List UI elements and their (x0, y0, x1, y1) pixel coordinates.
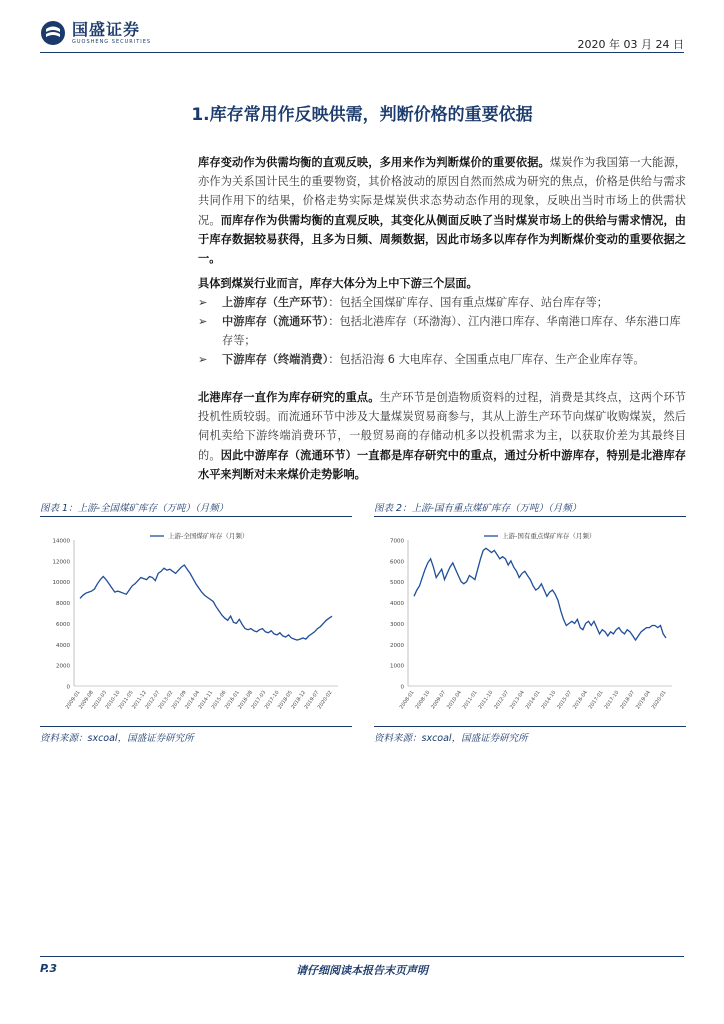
para2-text: 具体到煤炭行业而言，库存大体分为上中下游三个层面。 (198, 277, 478, 290)
y-tick-label: 4000 (390, 601, 404, 608)
paragraph-north-port (198, 388, 686, 484)
x-tick-label: 2014-01 (524, 689, 542, 711)
x-tick-label: 2011-01 (461, 689, 479, 711)
x-tick-label: 2008-01 (398, 689, 416, 711)
para3-tail-bold: 因此中游库存（流通环节）一直都是库存研究中的重点，通过分析中游库存，特别是北港库存水平来判断对未来煤价走势影响。 (198, 448, 686, 481)
series-line (414, 548, 666, 640)
x-tick-label: 2011-10 (477, 689, 495, 711)
guosheng-logo-icon (40, 20, 66, 46)
x-tick-label: 2012-07 (493, 689, 511, 711)
x-tick-label: 2014-04 (184, 689, 202, 711)
paragraph-inventory-levels (198, 274, 686, 293)
para3-body: 生产环节是创造物质资料的过程，消费是其终点，这两个环节投机性质较弱。而流通环节中涉及大量煤炭贸易商参与，其从上游生产环节向煤矿收购煤炭，然后伺机卖给下游终端消费环节，一般贸易商的存储动机多以投机需求为主，以获取价差为其最终目的。 (198, 391, 686, 462)
bullet-arrow-icon: ➢ (198, 353, 208, 366)
x-tick-label: 2013-02 (157, 689, 175, 711)
para1-body: 煤炭作为我国第一大能源，亦作为关系国计民生的重要物资，其价格波动的原因自然而然成为研究的焦点，价格是供给与需求共同作用下的结果，价格走势实际是煤炭供求态势动态作用的现象，反映出当时市场上的供需状况。 (198, 156, 686, 227)
x-tick-label: 2009-01 (64, 689, 82, 711)
x-tick-label: 2015-07 (556, 689, 574, 711)
bullet-label: 上游库存（生产环节） (222, 296, 329, 309)
figure-1-top-rule (40, 516, 352, 517)
x-tick-label: 2016-08 (237, 689, 255, 711)
x-tick-label: 2017-10 (263, 689, 281, 711)
page-number: P.3 (40, 962, 58, 975)
paragraph-inventory-role (198, 153, 686, 268)
series-line (80, 565, 332, 640)
footer-divider (40, 956, 684, 957)
y-tick-label: 14000 (52, 538, 70, 545)
x-tick-label: 2016-04 (571, 689, 589, 711)
x-tick-label: 2009-08 (77, 689, 95, 711)
x-tick-label: 2010-10 (104, 689, 122, 711)
list-item (198, 312, 686, 350)
list-item (198, 293, 686, 312)
y-tick-label: 0 (400, 684, 404, 691)
y-tick-label: 12000 (52, 559, 70, 566)
bullet-label: 下游库存（终端消费） (222, 353, 329, 366)
y-tick-label: 5000 (390, 580, 404, 587)
header-divider (40, 52, 684, 53)
y-tick-label: 0 (66, 684, 70, 691)
para1-lead-bold: 库存变动作为供需均衡的直观反映，多用来作为判断煤价的重要依据。 (198, 156, 550, 169)
x-tick-label: 2017-10 (603, 689, 621, 711)
y-tick-label: 3000 (390, 621, 404, 628)
y-tick-label: 6000 (390, 559, 404, 566)
x-tick-label: 2017-01 (587, 689, 605, 711)
bullet-text: ：包括北港库存（环渤海）、江内港口库存、华南港口库存、华东港口库存等； (222, 315, 681, 348)
x-tick-label: 2008-10 (414, 689, 432, 711)
y-tick-label: 6000 (56, 621, 70, 628)
y-tick-label: 4000 (56, 642, 70, 649)
x-tick-label: 2015-06 (210, 689, 228, 711)
x-tick-label: 2013-09 (170, 689, 188, 711)
x-tick-label: 2020-01 (650, 689, 668, 711)
y-tick-label: 8000 (56, 601, 70, 608)
y-tick-label: 2000 (390, 642, 404, 649)
para3-lead-bold: 北港库存一直作为库存研究的重点。 (198, 391, 380, 404)
bullet-label: 中游库存（流通环节） (222, 315, 329, 328)
x-tick-label: 2020-02 (316, 689, 334, 711)
y-tick-label: 10000 (52, 580, 70, 587)
company-logo (40, 20, 151, 46)
x-tick-label: 2019-04 (634, 689, 652, 711)
logo-english-name: GUOSHENG SECURITIES (72, 39, 152, 45)
figure-2-source: 资料来源：sxcoal，国盛证券研究所 (374, 733, 528, 744)
section-title: 1.库存常用作反映供需，判断价格的重要依据 (191, 105, 533, 125)
figure-2-bottom-rule (374, 726, 686, 727)
bullet-text: ：包括全国煤矿库存、国有重点煤矿库存、站台库存等； (328, 296, 608, 309)
x-tick-label: 2014-10 (540, 689, 558, 711)
x-tick-label: 2016-01 (223, 689, 241, 711)
figure-2-top-rule (374, 516, 686, 517)
x-tick-label: 2018-05 (276, 689, 294, 711)
x-tick-label: 2018-07 (619, 689, 637, 711)
y-tick-label: 2000 (56, 663, 70, 670)
x-tick-label: 2018-12 (290, 689, 308, 711)
figure-1-bottom-rule (40, 726, 352, 727)
x-tick-label: 2019-07 (303, 689, 321, 711)
bullet-arrow-icon: ➢ (198, 296, 208, 309)
bullet-text: ：包括沿海 6 大电库存、全国重点电厂库存、生产企业库存等。 (328, 353, 645, 366)
x-tick-label: 2014-11 (197, 689, 215, 711)
list-item (198, 350, 686, 369)
figure-1-title: 图表 1：上游-全国煤矿库存（万吨）（月频） (40, 503, 229, 514)
figure-2-title: 图表 2：上游-国有重点煤矿库存（万吨）（月频） (374, 503, 582, 514)
figure-1-source: 资料来源：sxcoal，国盛证券研究所 (40, 733, 194, 744)
x-tick-label: 2011-12 (131, 689, 148, 711)
x-tick-label: 2013-04 (508, 689, 526, 711)
logo-chinese-name: 国盛证券 (72, 20, 141, 39)
y-tick-label: 7000 (390, 538, 404, 545)
legend-label: 上游-全国煤矿库存（月频） (168, 532, 249, 540)
y-tick-label: 1000 (390, 663, 404, 670)
bullet-arrow-icon: ➢ (198, 315, 208, 328)
x-tick-label: 2010-04 (445, 689, 463, 711)
footer-disclaimer: 请仔细阅读本报告末页声明 (296, 964, 428, 977)
x-tick-label: 2012-07 (144, 689, 162, 711)
x-tick-label: 2011-05 (117, 689, 135, 711)
x-tick-label: 2017-03 (250, 689, 268, 711)
report-date: 2020 年 03 月 24 日 (577, 38, 684, 51)
x-tick-label: 2009-07 (430, 689, 448, 711)
para1-tail-bold: 而库存作为供需均衡的直观反映，其变化从侧面反映了当时煤炭市场上的供给与需求情况，由于库存数据较易获得，且多为日频、周频数据，因此市场多以库存作为判断煤价变动的重要依据之一。 (198, 213, 686, 266)
legend-label: 上游-国有重点煤矿库存（月频） (502, 532, 596, 540)
figure-2-chart (374, 522, 686, 722)
figure-1-chart (40, 522, 352, 722)
x-tick-label: 2010-03 (91, 689, 109, 711)
